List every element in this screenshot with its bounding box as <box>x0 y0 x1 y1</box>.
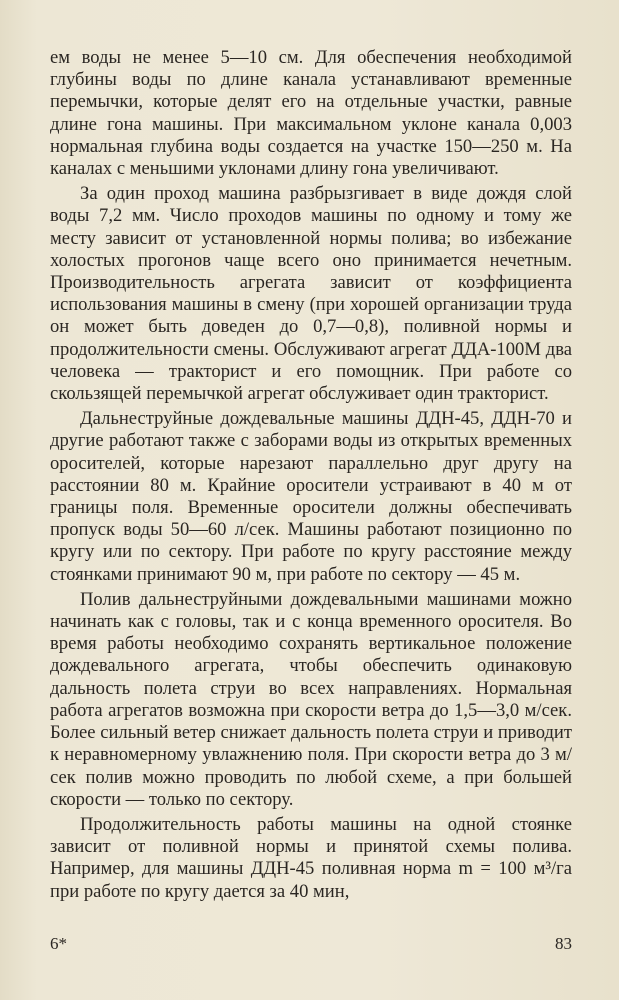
paragraph-3: Дальнеструйные дождевальные машины ДДН-45, ДДН-70 и другие работают также с заборами воды из открытых временных оросителей, которые нарезают параллельно друг другу на расстоянии 80 м. Крайние оросители устраивают в 40 м от границы поля. Временные оросители должны обеспечивать пропуск воды 50—60 л/сек. Машины работают позиционно по кругу или по сектору. При работе по кругу расстояние между стоянками принимают 90 м, при работе по сектору — 45 м. <box>50 408 572 585</box>
paragraph-2: За один проход машина разбрызгивает в виде дождя слой воды 7,2 мм. Число проходов машины по одному и тому же месту зависит от установленной нормы полива; во избежание холостых прогонов чаще всего оно принимается нечетным. Производительность агрегата зависит от коэффициента использования машины в смену (при хорошей организации труда он может быть доведен до 0,7—0,8), поливной нормы и продолжительности смены. Обслуживают агрегат ДДА-100М два человека — тракторист и его помощник. При работе со скользящей перемычкой агрегат обслуживает один тракторист. <box>50 183 572 405</box>
page-footer <box>50 934 572 958</box>
body-text <box>50 47 572 906</box>
paragraph-4: Полив дальнеструйными дождевальными машинами можно начинать как с головы, так и с конца временного оросителя. Во время работы необходимо сохранять вертикальное положение дождевального агрегата, чтобы обеспечить одинаковую дальность полета струи во всех направлениях. Нормальная работа агрегатов возможна при скорости ветра до 1,5—3,0 м/сек. Более сильный ветер снижает дальность полета струи и приводит к неравномерному увлажнению поля. При скорости ветра до 3 м/сек полив можно проводить по любой схеме, а при большей скорости — только по сектору. <box>50 588 572 810</box>
page-number: 83 <box>555 934 572 953</box>
signature-mark: 6* <box>50 934 67 953</box>
paragraph-5: Продолжительность работы машины на одной стоянке зависит от поливной нормы и принятой схемы полива. Например, для машины ДДН-45 поливная норма m = 100 м³/га при работе по кругу дается за 40 мин, <box>50 813 572 902</box>
paragraph-1: ем воды не менее 5—10 см. Для обеспечения необходимой глубины воды по длине канала устанавливают временные перемычки, которые делят его на отдельные участки, равные длине гона машины. При максимальном уклоне канала 0,003 нормальная глубина воды создается на участке 150—250 м. На каналах с меньшими уклонами длину гона увеличивают. <box>50 47 572 180</box>
